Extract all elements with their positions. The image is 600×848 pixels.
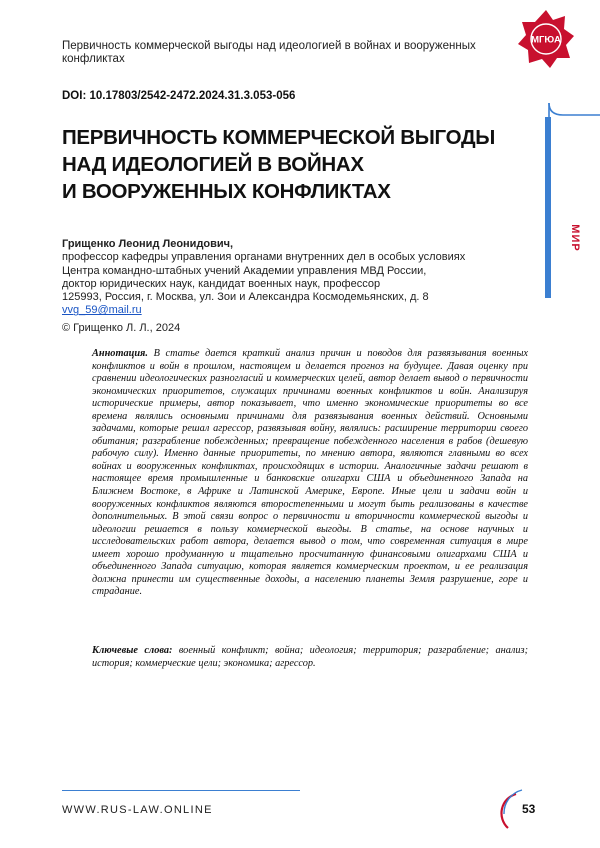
- author-block: [62, 238, 532, 318]
- title-line: НАД ИДЕОЛОГИЕЙ В ВОЙНАХ: [62, 153, 364, 176]
- running-head: Первичность коммерческой выгоды над идеологией в войнах и вооруженных конфликтах: [62, 40, 476, 65]
- author-affiliation: Центра командно-штабных учений Академии управления МВД России,: [62, 264, 427, 277]
- abstract-label: Аннотация.: [92, 348, 148, 359]
- copyright: © Грищенко Л. Л., 2024: [62, 322, 181, 334]
- author-position: профессор кафедры управления органами внутренних дел в особых условиях: [62, 251, 466, 264]
- keywords-label: Ключевые слова:: [92, 645, 173, 656]
- title-line: И ВООРУЖЕННЫХ КОНФЛИКТАХ: [62, 180, 391, 203]
- mgua-logo: [516, 8, 576, 68]
- footer-website-link[interactable]: WWW.RUS-LAW.ONLINE: [62, 804, 213, 816]
- keywords-text: военный конфликт; война; идеология; территория; разграбление; анализ; история; коммерческие цели; экономика; агрессор.: [92, 645, 528, 669]
- title-line: ПЕРВИЧНОСТЬ КОММЕРЧЕСКОЙ ВЫГОДЫ: [62, 126, 496, 149]
- section-label: МИР: [569, 224, 581, 252]
- author-name: Грищенко Леонид Леонидович,: [62, 238, 234, 250]
- keywords: [92, 645, 528, 670]
- page-number: 53: [522, 802, 536, 816]
- author-email-link[interactable]: vvg_59@mail.ru: [62, 304, 142, 317]
- doi: DOI: 10.17803/2542-2472.2024.31.3.053-056: [62, 90, 296, 102]
- logo-text: МГЮА: [531, 34, 561, 46]
- abstract: [92, 348, 528, 599]
- footer-divider: [62, 790, 300, 791]
- author-degrees: доктор юридических наук, кандидат военных наук, профессор: [62, 277, 381, 290]
- abstract-text: В статье дается краткий анализ причин и поводов для развязывания военных конфликтов и войн в прошлом, настоящем и делается прогноз на будущее. Давая оценку при сравнении идеологических разногласий и коммерческих целей, автор делает вывод о первичности экономических приоритетов, служащих причинами военных конфликтов и войн. Анализируя исторические примеры, автор показывает, что именно экономические приоритеты во все времена являлись основными причинами для развязывания военных действий. Основными задачами, которые решал агрессор, развязывая войну, являлись: расширение территории своего обитания; разграбление побежденных; превращение побежденного населения в рабов (дешевую рабочую силу). Именно данные приоритеты, по мнению автора, являются главными во всех войнах и вооруженных конфликтах, происходящих в истории. Аналогичные задачи решают в настоящее время промышленные и банковские олигархи США и объединенного Запада на Ближнем Востоке, в Африке и Латинской Америке, Европе. Иные цели и задачи войн и вооруженных конфликтов являются второстепенными и могут быть реализованы в качестве дополнительных. В этой связи вопрос о первичности и вторичности коммерческой выгоды и идеологии решается в пользу коммерческой выгоды. В статье, на основе научных и исследовательских работ автора, делается вывод о том, что современная ситуация в мире имеет хорошо продуманную и тщательно просчитанную финансовыми олигархами США и объединенного Запада ситуацию, которая является коммерческим проектом, и ее реализация должна принести им существенные доходы, а населению планеты Земля разрушение, горе и страдание.: [92, 348, 528, 598]
- article-title: [62, 124, 532, 205]
- author-address: 125993, Россия, г. Москва, ул. Зои и Александра Космодемьянских, д. 8: [62, 291, 429, 304]
- side-accent-bar: [545, 103, 600, 298]
